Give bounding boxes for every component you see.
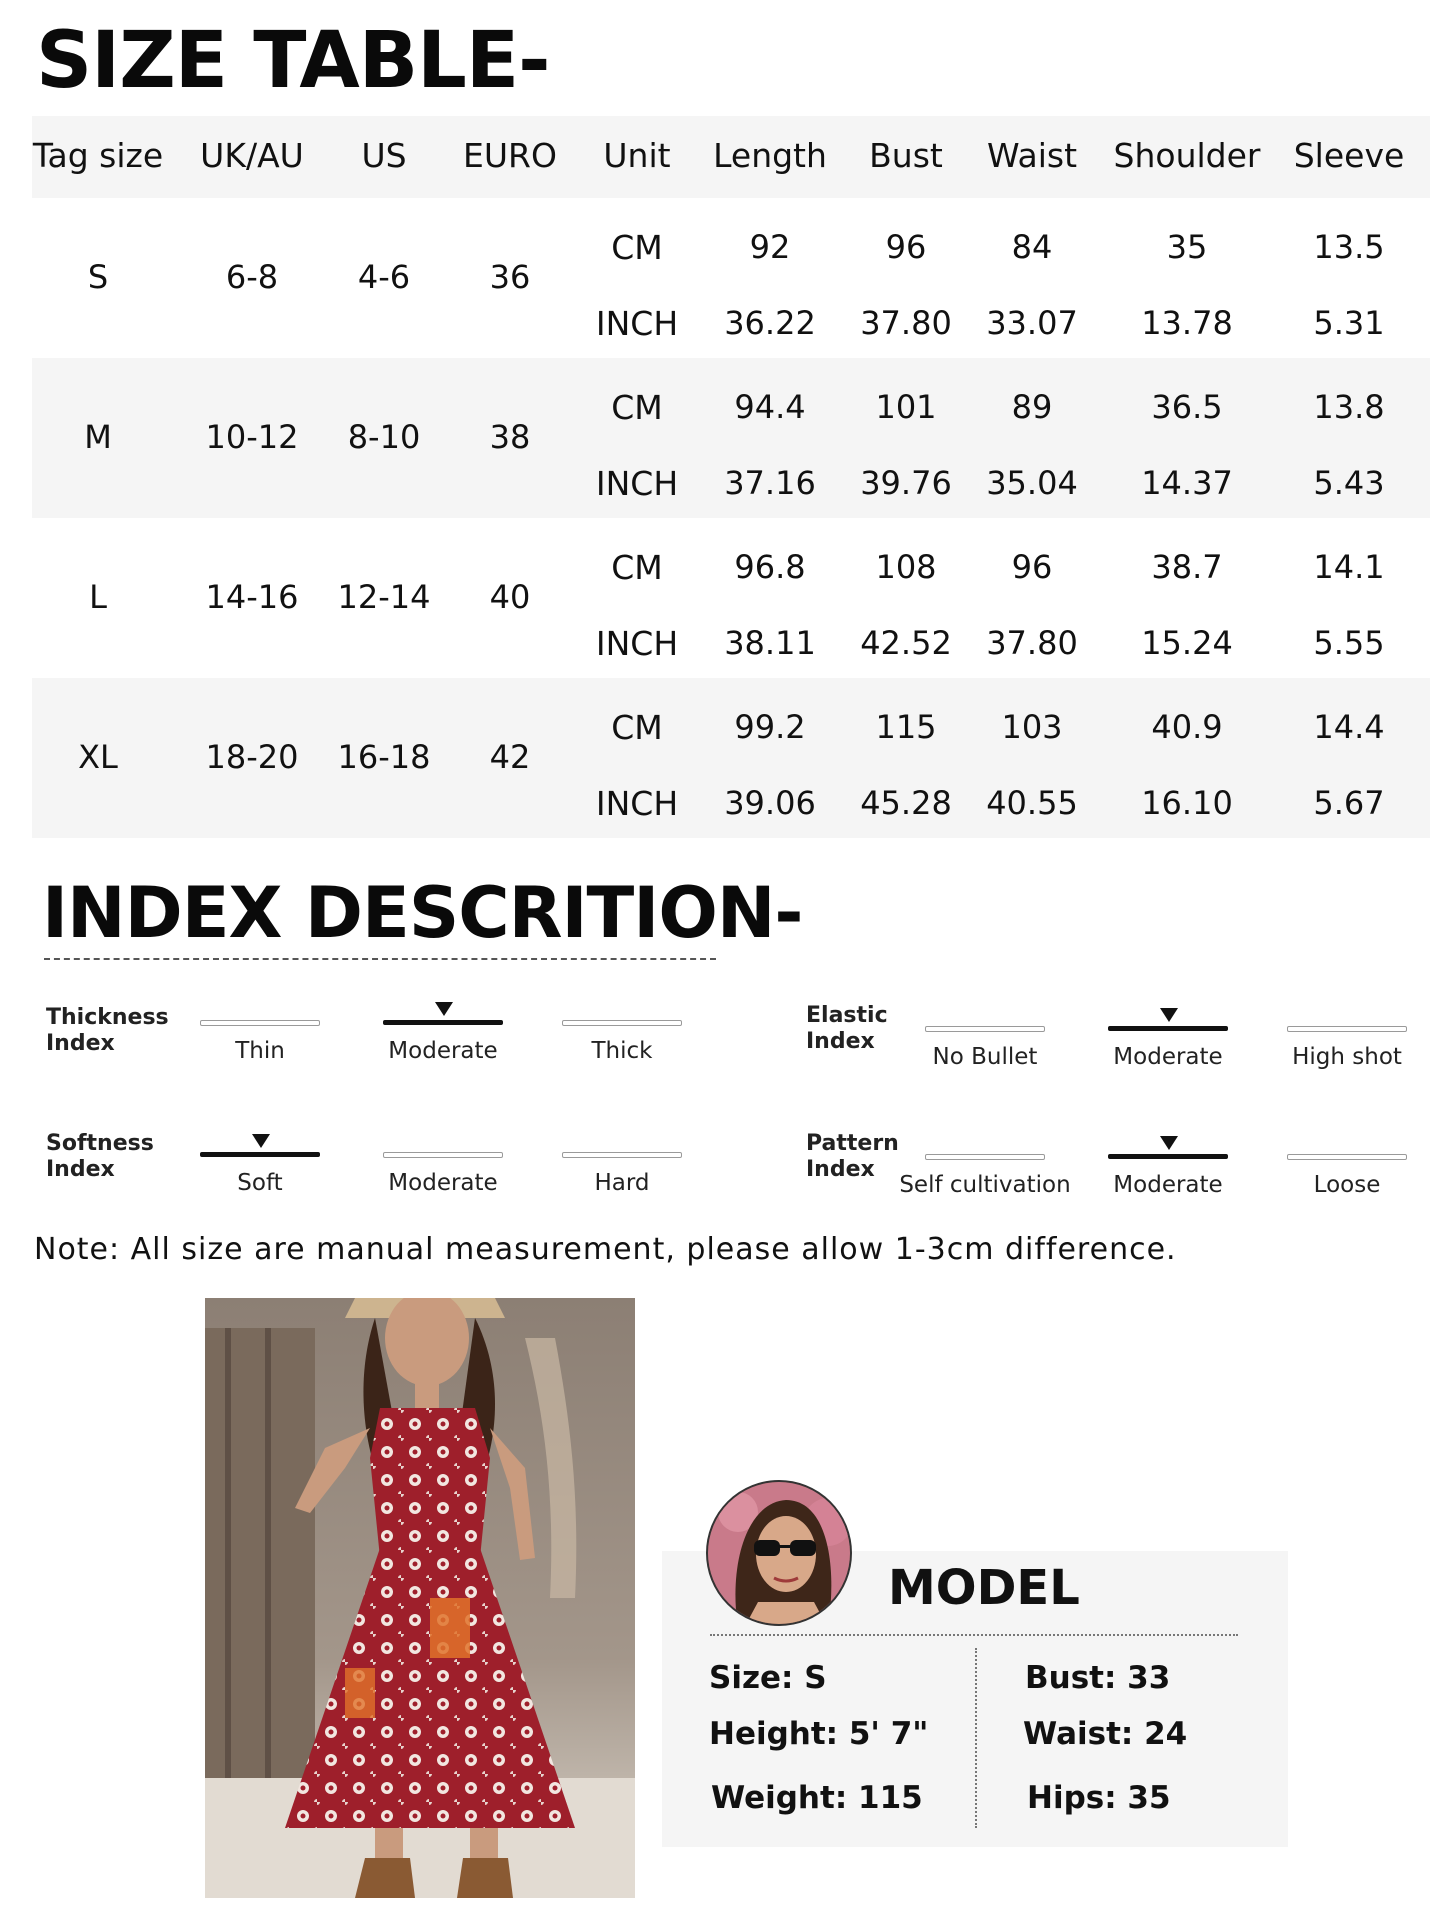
size-row-s: [32, 198, 1430, 358]
cell-cm-bust: 115: [875, 708, 937, 746]
header-length: Length: [713, 136, 827, 175]
cell-cm-shoulder: 40.9: [1151, 708, 1223, 746]
cell-tag: XL: [78, 738, 118, 776]
scale-option-label: No Bullet: [932, 1044, 1038, 1070]
scale-option-label: Self cultivation: [899, 1172, 1071, 1198]
cell-euro: 38: [489, 418, 531, 456]
cell-uk: 10-12: [205, 418, 299, 456]
scale-option-label: High shot: [1292, 1044, 1402, 1070]
selected-marker-icon: [252, 1134, 270, 1148]
model-avatar: [706, 1480, 852, 1626]
scale-option-label: Thick: [591, 1038, 653, 1064]
header-euro: EURO: [463, 136, 557, 175]
scale-option-label: Loose: [1313, 1172, 1381, 1198]
cell-inch-sleeve: 5.31: [1313, 304, 1385, 342]
selected-marker-icon: [1160, 1008, 1178, 1022]
selected-marker-icon: [435, 1002, 453, 1016]
cell-inch-sleeve: 5.55: [1313, 624, 1385, 662]
scale-bar: [1108, 1154, 1228, 1159]
cell-cm-unit: CM: [611, 388, 663, 427]
header-bust: Bust: [869, 136, 943, 175]
cell-euro: 36: [489, 258, 531, 296]
cell-inch-unit: INCH: [595, 624, 679, 663]
scale-bar: [925, 1026, 1045, 1032]
cell-cm-bust: 96: [885, 228, 927, 266]
scale-option-label: Moderate: [1113, 1044, 1223, 1070]
cell-inch-length: 37.16: [724, 464, 816, 502]
cell-us: 12-14: [337, 578, 431, 616]
scale-bar: [1108, 1026, 1228, 1031]
cell-inch-shoulder: 13.78: [1141, 304, 1233, 342]
model-size: Size: S: [709, 1660, 827, 1696]
header-waist: Waist: [986, 136, 1078, 175]
scale-bar: [200, 1020, 320, 1026]
size-table-header: [32, 116, 1430, 198]
cell-cm-sleeve: 14.1: [1313, 548, 1385, 586]
index-title: INDEX DESCRITION-: [42, 872, 803, 954]
model-divider: [710, 1634, 1238, 1636]
cell-tag: L: [89, 578, 107, 616]
cell-inch-unit: INCH: [595, 464, 679, 503]
cell-cm-waist: 84: [1011, 228, 1053, 266]
cell-inch-waist: 40.55: [986, 784, 1078, 822]
size-row-xl: [32, 678, 1430, 838]
cell-inch-bust: 37.80: [860, 304, 952, 342]
cell-cm-unit: CM: [611, 708, 663, 747]
cell-inch-length: 36.22: [724, 304, 816, 342]
cell-inch-bust: 42.52: [860, 624, 952, 662]
scale-option-label: Moderate: [388, 1170, 498, 1196]
scale-bar: [562, 1020, 682, 1026]
cell-uk: 14-16: [205, 578, 299, 616]
cell-inch-length: 38.11: [724, 624, 816, 662]
selected-marker-icon: [1160, 1136, 1178, 1150]
model-column-divider: [975, 1648, 977, 1828]
cell-cm-length: 96.8: [734, 548, 806, 586]
cell-cm-bust: 101: [875, 388, 937, 426]
cell-inch-sleeve: 5.67: [1313, 784, 1385, 822]
cell-cm-length: 94.4: [734, 388, 806, 426]
size-row-l: [32, 518, 1430, 678]
scale-option-label: Moderate: [388, 1038, 498, 1064]
model-photo-image: [205, 1298, 635, 1898]
cell-inch-waist: 33.07: [986, 304, 1078, 342]
measurement-note: Note: All size are manual measurement, please allow 1-3cm difference.: [34, 1232, 1177, 1267]
elastic-index-label: Elastic Index: [806, 1003, 888, 1054]
cell-cm-shoulder: 35: [1166, 228, 1208, 266]
scale-bar: [383, 1020, 503, 1025]
cell-cm-unit: CM: [611, 548, 663, 587]
cell-inch-waist: 37.80: [986, 624, 1078, 662]
cell-cm-bust: 108: [875, 548, 937, 586]
cell-cm-sleeve: 14.4: [1313, 708, 1385, 746]
header-unit: Unit: [603, 136, 671, 175]
model-waist: Waist: 24: [1023, 1716, 1188, 1752]
scale-option-label: Moderate: [1113, 1172, 1223, 1198]
model-bust: Bust: 33: [1025, 1660, 1171, 1696]
scale-bar: [925, 1154, 1045, 1160]
scale-bar: [200, 1152, 320, 1157]
cell-inch-sleeve: 5.43: [1313, 464, 1385, 502]
cell-cm-sleeve: 13.5: [1313, 228, 1385, 266]
pattern-index-label: Pattern Index: [806, 1131, 899, 1182]
header-shoulder: Shoulder: [1113, 136, 1261, 175]
cell-cm-shoulder: 36.5: [1151, 388, 1223, 426]
cell-us: 8-10: [347, 418, 421, 456]
cell-inch-unit: INCH: [595, 304, 679, 343]
softness-index-label: Softness Index: [46, 1131, 154, 1182]
scale-bar: [383, 1152, 503, 1158]
cell-inch-shoulder: 14.37: [1141, 464, 1233, 502]
size-row-m: [32, 358, 1430, 518]
cell-cm-length: 99.2: [734, 708, 806, 746]
cell-cm-sleeve: 13.8: [1313, 388, 1385, 426]
cell-uk: 6-8: [225, 258, 279, 296]
cell-cm-waist: 89: [1011, 388, 1053, 426]
cell-tag: M: [84, 418, 112, 456]
header-tag-size: Tag size: [32, 136, 164, 175]
scale-bar: [1287, 1154, 1407, 1160]
cell-inch-length: 39.06: [724, 784, 816, 822]
cell-inch-bust: 39.76: [860, 464, 952, 502]
scale-option-label: Hard: [594, 1170, 650, 1196]
size-table-title: SIZE TABLE-: [36, 16, 550, 106]
cell-uk: 18-20: [205, 738, 299, 776]
cell-us: 4-6: [357, 258, 411, 296]
scale-bar: [1287, 1026, 1407, 1032]
cell-inch-unit: INCH: [595, 784, 679, 823]
cell-cm-unit: CM: [611, 228, 663, 267]
model-title: MODEL: [888, 1560, 1080, 1616]
cell-us: 16-18: [337, 738, 431, 776]
model-photo: [205, 1298, 635, 1898]
cell-cm-shoulder: 38.7: [1151, 548, 1223, 586]
cell-cm-waist: 96: [1011, 548, 1053, 586]
cell-inch-waist: 35.04: [986, 464, 1078, 502]
cell-cm-waist: 103: [1001, 708, 1063, 746]
cell-inch-shoulder: 15.24: [1141, 624, 1233, 662]
model-height: Height: 5' 7": [709, 1716, 929, 1752]
size-table: [32, 116, 1430, 838]
header-sleeve: Sleeve: [1293, 136, 1405, 175]
model-hips: Hips: 35: [1027, 1780, 1171, 1816]
header-uk-au: UK/AU: [200, 136, 304, 175]
scale-bar: [562, 1152, 682, 1158]
cell-cm-length: 92: [749, 228, 791, 266]
cell-euro: 42: [489, 738, 531, 776]
size-table-body: [32, 198, 1430, 838]
cell-euro: 40: [489, 578, 531, 616]
scale-option-label: Thin: [235, 1038, 285, 1064]
model-weight: Weight: 115: [711, 1780, 923, 1816]
model-avatar-image: [708, 1482, 852, 1626]
header-us: US: [361, 136, 407, 175]
cell-tag: S: [87, 258, 109, 296]
thickness-index-label: Thickness Index: [46, 1005, 169, 1056]
cell-inch-bust: 45.28: [860, 784, 952, 822]
scale-option-label: Soft: [237, 1170, 283, 1196]
index-divider: [44, 958, 716, 960]
cell-inch-shoulder: 16.10: [1141, 784, 1233, 822]
